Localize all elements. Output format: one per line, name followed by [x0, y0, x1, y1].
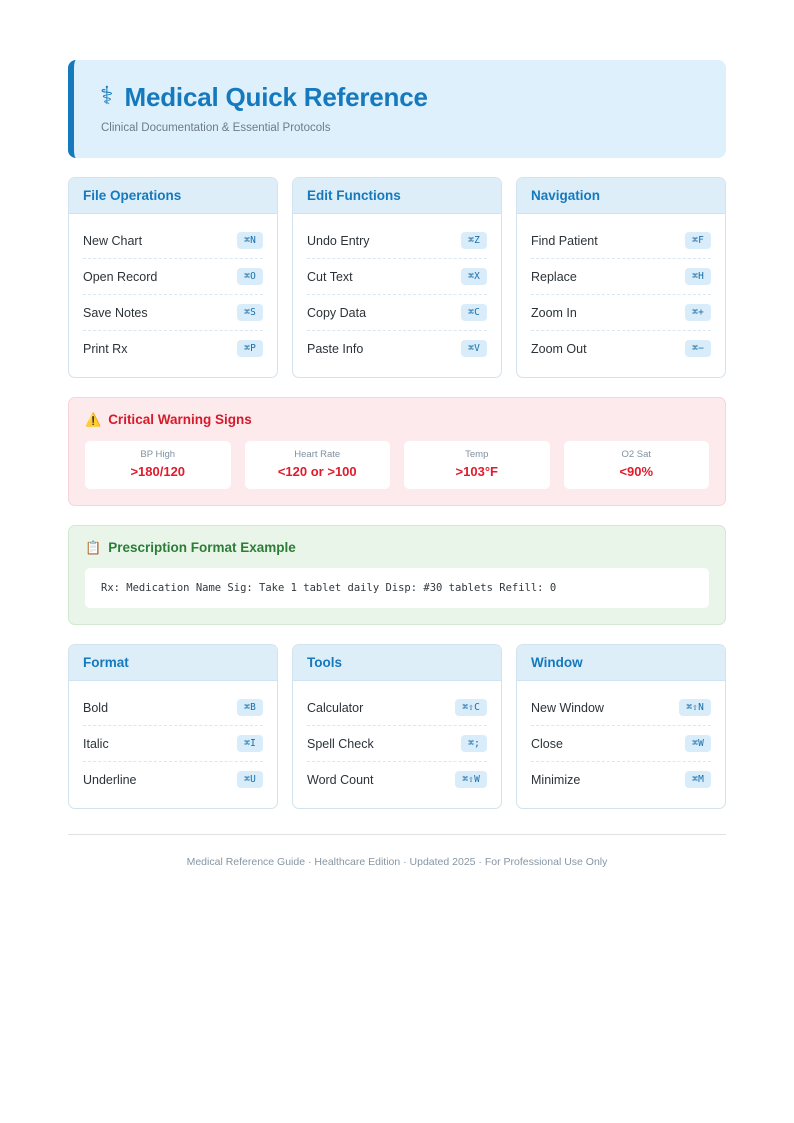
shortcut-row[interactable] — [83, 259, 263, 295]
shortcut-label: Spell Check — [307, 736, 374, 751]
warning-title-row — [85, 412, 709, 427]
shortcut-row[interactable] — [83, 690, 263, 726]
page-title: Medical Quick Reference — [124, 82, 428, 112]
shortcut-label: Word Count — [307, 772, 374, 787]
page-subtitle: Clinical Documentation & Essential Protocols — [101, 122, 331, 134]
shortcut-row[interactable] — [307, 726, 487, 762]
shortcut-row[interactable] — [83, 762, 263, 797]
caduceus-icon: ⚕ — [100, 82, 114, 110]
shortcut-row[interactable] — [307, 690, 487, 726]
header-title-row — [100, 82, 700, 113]
shortcut-row[interactable] — [307, 223, 487, 259]
warning-title: Critical Warning Signs — [108, 412, 252, 427]
card-title: File Operations — [69, 178, 277, 214]
shortcut-label: Calculator — [307, 700, 364, 715]
shortcut-label: Zoom In — [531, 305, 577, 320]
shortcut-row[interactable] — [531, 331, 711, 366]
shortcut-row[interactable] — [531, 690, 711, 726]
shortcut-label: Underline — [83, 772, 137, 787]
shortcut-label: Bold — [83, 700, 109, 715]
vital-value: >180/120 — [130, 464, 186, 479]
shortcut-label: Paste Info — [307, 341, 364, 356]
shortcut-key-badge: ⌘⇧N — [679, 699, 711, 716]
card-title: Format — [69, 645, 277, 681]
footer-divider — [68, 834, 726, 835]
card-title: Edit Functions — [293, 178, 501, 214]
critical-warning-panel — [68, 397, 726, 506]
shortcut-key-badge: ⌘U — [237, 771, 263, 788]
vital-value: <120 or >100 — [277, 464, 357, 479]
shortcut-row[interactable] — [307, 762, 487, 797]
card-title: Window — [517, 645, 725, 681]
shortcut-row[interactable] — [83, 726, 263, 762]
shortcut-row[interactable] — [307, 259, 487, 295]
prescription-title: Prescription Format Example — [108, 540, 296, 555]
shortcut-row[interactable] — [531, 295, 711, 331]
vital-box — [564, 441, 710, 489]
vital-label: O2 Sat — [621, 449, 652, 460]
vital-value: <90% — [619, 464, 654, 479]
shortcut-key-badge: ⌘O — [237, 268, 263, 285]
shortcut-label: New Window — [531, 700, 604, 715]
shortcut-row[interactable] — [307, 331, 487, 366]
shortcut-key-badge: ⌘I — [237, 735, 263, 752]
shortcut-key-badge: ⌘⇧W — [455, 771, 487, 788]
shortcut-row[interactable] — [307, 295, 487, 331]
document-header — [68, 60, 726, 158]
shortcut-key-badge: ⌘W — [685, 735, 711, 752]
shortcut-key-badge: ⌘⇧C — [455, 699, 487, 716]
card-file-operations — [68, 177, 278, 378]
shortcut-key-badge: ⌘P — [237, 340, 263, 357]
vital-label: Temp — [465, 449, 489, 460]
prescription-title-row — [85, 540, 709, 555]
vital-label: Heart Rate — [294, 449, 341, 460]
top-card-grid — [68, 177, 726, 378]
shortcut-key-badge: ⌘V — [461, 340, 487, 357]
shortcut-key-badge: ⌘− — [685, 340, 711, 357]
shortcut-label: Replace — [531, 269, 577, 284]
vital-value: >103°F — [455, 464, 498, 479]
shortcut-key-badge: ⌘M — [685, 771, 711, 788]
vitals-row — [85, 441, 709, 489]
card-title: Navigation — [517, 178, 725, 214]
shortcut-label: New Chart — [83, 233, 143, 248]
card-body — [69, 214, 277, 377]
shortcut-row[interactable] — [531, 259, 711, 295]
footer-text: Medical Reference Guide · Healthcare Edition · Updated 2025 · For Professional Use Only — [186, 856, 608, 868]
shortcut-label: Italic — [83, 736, 109, 751]
shortcut-row[interactable] — [83, 331, 263, 366]
shortcut-row[interactable] — [531, 726, 711, 762]
vital-box — [245, 441, 391, 489]
card-body — [293, 681, 501, 808]
vital-box — [85, 441, 231, 489]
shortcut-row[interactable] — [83, 223, 263, 259]
shortcut-key-badge: ⌘X — [461, 268, 487, 285]
card-title: Tools — [293, 645, 501, 681]
shortcut-key-badge: ⌘F — [685, 232, 711, 249]
card-format — [68, 644, 278, 809]
shortcut-label: Minimize — [531, 772, 581, 787]
shortcut-label: Zoom Out — [531, 341, 587, 356]
shortcut-key-badge: ⌘C — [461, 304, 487, 321]
card-edit-functions — [292, 177, 502, 378]
shortcut-label: Close — [531, 736, 563, 751]
prescription-panel — [68, 525, 726, 625]
warning-triangle-icon: ⚠️ — [85, 412, 102, 427]
bottom-card-grid — [68, 644, 726, 809]
card-body — [517, 681, 725, 808]
shortcut-row[interactable] — [531, 223, 711, 259]
shortcut-label: Find Patient — [531, 233, 598, 248]
shortcut-row[interactable] — [83, 295, 263, 331]
prescription-code-block: Rx: Medication Name Sig: Take 1 tablet daily Disp: #30 tablets Refill: 0 — [85, 568, 709, 608]
shortcut-label: Copy Data — [307, 305, 367, 320]
card-body — [69, 681, 277, 808]
shortcut-label: Open Record — [83, 269, 158, 284]
card-body — [517, 214, 725, 377]
shortcut-label: Print Rx — [83, 341, 128, 356]
card-body — [293, 214, 501, 377]
card-window — [516, 644, 726, 809]
shortcut-key-badge: ⌘H — [685, 268, 711, 285]
shortcut-key-badge: ⌘; — [461, 735, 487, 752]
shortcut-row[interactable] — [531, 762, 711, 797]
shortcut-label: Save Notes — [83, 305, 148, 320]
shortcut-key-badge: ⌘+ — [685, 304, 711, 321]
card-tools — [292, 644, 502, 809]
shortcut-key-badge: ⌘Z — [461, 232, 487, 249]
vital-label: BP High — [140, 449, 176, 460]
shortcut-key-badge: ⌘N — [237, 232, 263, 249]
card-navigation — [516, 177, 726, 378]
shortcut-key-badge: ⌘B — [237, 699, 263, 716]
shortcut-label: Cut Text — [307, 269, 353, 284]
shortcut-key-badge: ⌘S — [237, 304, 263, 321]
shortcut-label: Undo Entry — [307, 233, 370, 248]
clipboard-icon: 📋 — [85, 540, 102, 555]
vital-box — [404, 441, 550, 489]
